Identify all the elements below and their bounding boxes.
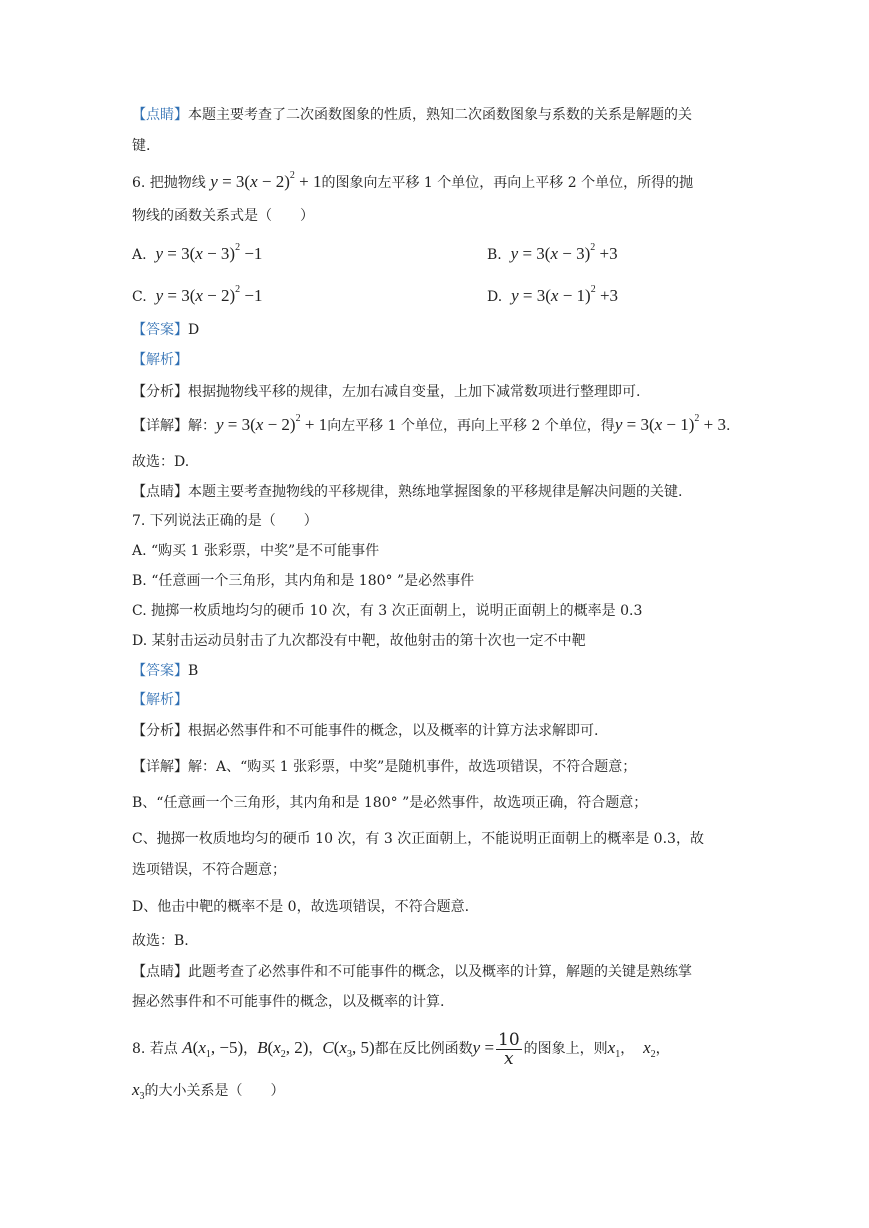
q7-detail-c1: C、抛掷一枚质地均匀的硬币 10 次，有 3 次正面朝上，不能说明正面朝上的概率是 0.3，故: [132, 831, 704, 847]
q7-option-a: A. “购买 1 张彩票，中奖”是不可能事件: [132, 543, 380, 559]
q7-review2: 握必然事件和不可能事件的概念，以及概率的计算.: [132, 994, 445, 1010]
q7-detail-b: B、“任意画一个三角形，其内角和是 180° ”是必然事件，故选项正确，符合题意；: [132, 795, 648, 811]
q8-stem-line1: 8. 若点 $A(x_1$, −5)，$B(x_2$, 2)，$C(x_3$, 5)都在反比例函数y = $\frac{10}{x}$ 的图象上，则$x_1$， $x_2$，: [132, 1029, 670, 1069]
q7-option-c: C. 抛掷一枚质地均匀的硬币 10 次，有 3 次正面朝上，说明正面朝上的概率是 0.3: [132, 603, 643, 619]
q6-review: 【点睛】本题主要考查抛物线的平移规律，熟练地掌握图象的平移规律是解决问题的关键.: [132, 484, 683, 500]
q6-stem-line2: 物线的函数关系式是（ ）: [132, 208, 314, 224]
q8-fraction: $\frac{10}{x}$: [498, 1029, 520, 1069]
q6-detail: 【详解】解：$y = 3(x - 2)^2 + 1$向左平移 1 个单位，再向上平移 2 个单位，得$y = 3(x - 1)^2 + 3$.: [132, 413, 731, 434]
q6-choose: 故选：D.: [132, 454, 190, 470]
q7-fenxi: 【分析】根据必然事件和不可能事件的概念，以及概率的计算方法求解即可.: [132, 723, 599, 739]
q6-option-d: D. $y = 3(x - 1)^2 +3$: [487, 284, 619, 305]
q7-answer: 【答案】B: [132, 663, 199, 679]
q6-analysis-tag: 【解析】: [132, 352, 188, 368]
q6-fenxi: 【分析】根据抛物线平移的规律，左加右减自变量，上加下减常数项进行整理即可.: [132, 384, 641, 400]
q6-answer: 【答案】D: [132, 322, 200, 338]
q7-stem: 7. 下列说法正确的是（ ）: [132, 513, 318, 529]
q7-option-d: D. 某射击运动员射击了九次都没有中靶，故他射击的第十次也一定不中靶: [132, 633, 586, 649]
q6-stem-line1: 6. 把抛物线 $y = 3(x - 2)^2 + 1$的图象向左平移 1 个单位，再向上平移 2 个单位，所得的抛: [132, 170, 694, 191]
q7-analysis-tag: 【解析】: [132, 692, 188, 708]
q7-detail-d: D、他击中靶的概率不是 0，故选项错误，不符合题意.: [132, 899, 470, 915]
q6-parabola: $y = 3(x - 2)^2 + 1$: [210, 170, 322, 191]
q7-detail-c2: 选项错误，不符合题意；: [132, 862, 286, 878]
q7-review1: 【点睛】此题考查了必然事件和不可能事件的概念，以及概率的计算，解题的关键是熟练掌: [132, 964, 692, 980]
q6-option-a: A. $y = 3(x - 3)^2 -1$: [132, 242, 263, 263]
q6-option-b: B. $y = 3(x - 3)^2 +3$: [487, 242, 618, 263]
q7-choose: 故选：B.: [132, 933, 189, 949]
q7-option-b: B. “任意画一个三角形，其内角和是 180° ”是必然事件: [132, 573, 475, 589]
q5-review-line2: 键.: [132, 138, 151, 154]
q6-option-c: C. $y = 3(x - 2)^2 -1$: [132, 284, 263, 305]
q8-stem-line2: $x_3$的大小关系是（ ）: [132, 1080, 285, 1102]
q5-review-line1: 【点睛】本题主要考查了二次函数图象的性质，熟知二次函数图象与系数的关系是解题的关: [132, 107, 692, 123]
q7-detail-a: 【详解】解：A、“购买 1 张彩票，中奖”是随机事件，故选项错误，不符合题意；: [132, 759, 637, 775]
